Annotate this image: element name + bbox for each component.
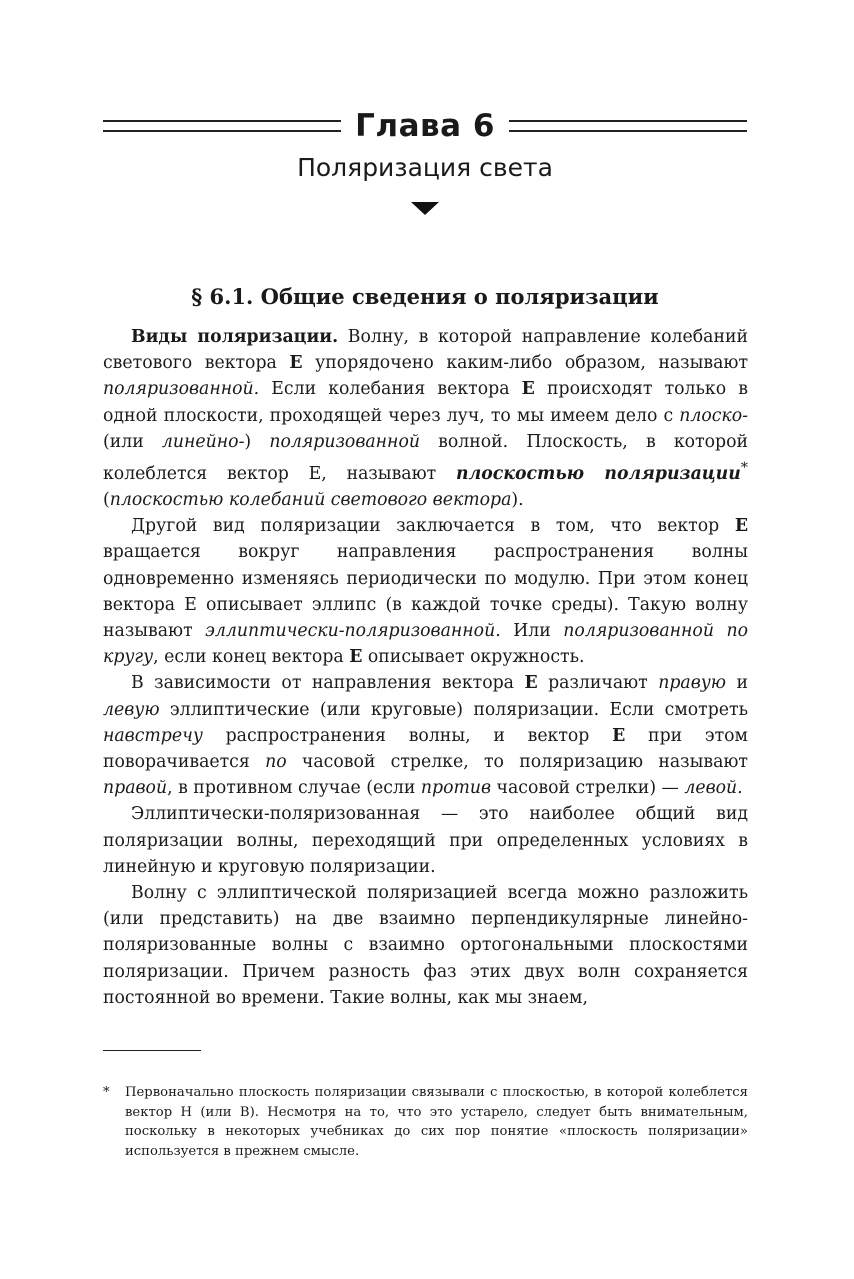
chapter-title: Глава 6 <box>355 108 495 144</box>
vector-symbol: E <box>349 647 363 668</box>
run-italic: против <box>420 778 492 799</box>
run: ). <box>511 489 524 510</box>
run-italic: правую <box>658 673 726 694</box>
run: происходят только в одной плоскости, проходящей через луч, то мы имеем дело с <box>103 379 749 426</box>
run-italic: левой. <box>684 778 743 799</box>
paragraph-1 <box>103 324 748 513</box>
run-italic: по <box>265 752 287 773</box>
run-italic: эллиптически-поляризованной. <box>205 621 501 641</box>
run-italic: поляризованной <box>269 431 420 452</box>
run: часовой стрелки) — <box>491 778 685 799</box>
run-heading: Виды поляризации. <box>131 327 339 347</box>
run: Волну, в которой направление колебаний светового вектора <box>103 327 748 374</box>
run: , в противном случае (если <box>167 778 421 799</box>
run-italic: поляризованной. <box>103 379 260 400</box>
run: упорядочено каким-либо образом, называют <box>302 353 749 374</box>
run: , если конец вектора <box>153 647 350 668</box>
paragraph-5 <box>103 880 748 1011</box>
section-title: § 6.1. Общие сведения о поляризации <box>191 284 659 309</box>
run: Или <box>500 621 564 641</box>
run: (или <box>103 431 162 452</box>
vector-symbol: E <box>521 379 535 400</box>
chapter-rule-right <box>509 120 747 132</box>
run-italic: правой <box>103 778 168 799</box>
run: В зависимости от направления вектора <box>131 673 525 694</box>
vector-symbol: E <box>734 516 748 537</box>
run-italic: плоско- <box>679 405 748 426</box>
vector-symbol: E <box>612 725 626 746</box>
run: эллиптические (или круговые) поляризации. Если смотреть <box>159 699 748 720</box>
run-italic: поляризованной по кругу <box>103 621 748 668</box>
body-text <box>103 324 748 1011</box>
run: при этом поворачивается <box>103 725 748 773</box>
run: волной. Плоскость, в которой колеблется вектор E, называют <box>103 431 748 484</box>
footnote <box>103 1083 748 1161</box>
run: распространения волны, и вектор <box>202 725 613 746</box>
chapter-subtitle: Поляризация света <box>297 153 553 182</box>
chapter-header <box>103 106 747 146</box>
run: Другой вид поляризации заключается в том, что вектор <box>131 516 735 537</box>
chapter-rule-left <box>103 120 341 132</box>
run: часовой стрелке, то поляризацию называют <box>286 752 748 773</box>
run: и <box>726 673 748 694</box>
run-italic: линейно- <box>161 431 245 452</box>
run-italic: плоскостью колебаний светового вектора <box>109 489 512 510</box>
footnote-divider <box>103 1050 201 1051</box>
run: различают <box>537 673 659 694</box>
footnote-ref: * <box>740 460 748 477</box>
run-italic: навстречу <box>103 725 203 746</box>
paragraph-4 <box>103 801 748 880</box>
run: Волну с эллиптической поляризацией всегда можно разложить (или представить) на две взаимно перпендикулярные линейно-поляризованные волны с взаимно ортогональными плоскостями поляризации. Причем разность фаз этих двух волн сохраняется постоянной во времени. Такие волны, как мы знаем, <box>103 883 748 1008</box>
run: описывает окружность. <box>362 647 585 668</box>
run: Эллиптически-поляризованная — это наиболее общий вид поляризации волны, переходящий при определенных условиях в линейную и круговую поляризации. <box>103 804 748 877</box>
footnote-mark: * <box>103 1085 110 1100</box>
run-italic: левую <box>103 699 160 720</box>
run: Если колебания вектора <box>259 379 522 400</box>
run: вращается вокруг направления распространения волны одновременно изменяясь периодически по модулю. При этом конец вектора E описывает эллипс (в каждой точке среды). Такую волну называют <box>103 542 748 641</box>
paragraph-3 <box>103 670 748 801</box>
footnote-text: Первоначально плоскость поляризации связывали с плоскостью, в которой колеблется вектор H (или B). Несмотря на то, что это устарело, следует быть внимательным, поскольку в некоторых учебниках до сих пор понятие «плоскость поляризации» используется в прежнем смысле. <box>125 1085 748 1159</box>
vector-symbol: E <box>524 673 538 694</box>
vector-symbol: E <box>289 353 303 374</box>
run: ) <box>244 431 270 452</box>
run: ( <box>103 489 110 510</box>
run-bold-italic: плоскостью поляризации <box>456 463 741 484</box>
triangle-down-icon <box>411 202 439 215</box>
paragraph-2 <box>103 513 748 670</box>
